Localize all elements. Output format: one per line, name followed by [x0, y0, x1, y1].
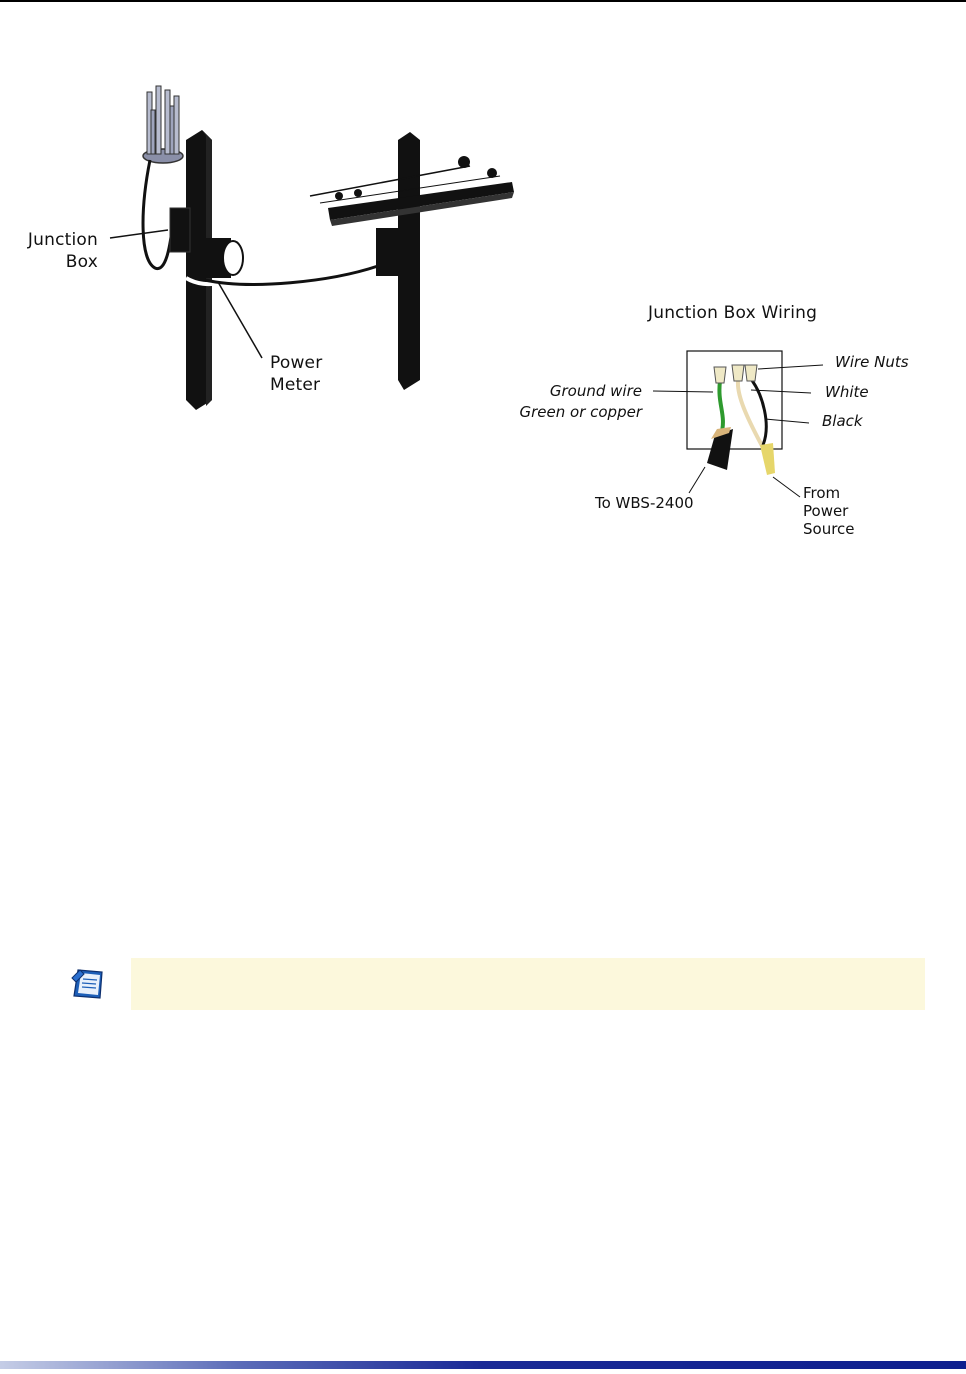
- from-power-source-line3: Source: [803, 520, 855, 538]
- from-power-source-label: [803, 484, 855, 538]
- black-wire-label: Black: [822, 412, 863, 430]
- power-meter-label: [270, 352, 322, 396]
- wire-nuts-label: Wire Nuts: [835, 353, 909, 371]
- white-wire-label: White: [825, 383, 869, 401]
- note-pad-icon: [70, 966, 106, 1000]
- junction-box-label-line2: Box: [65, 252, 98, 272]
- antenna-icon: [143, 86, 183, 163]
- wire-nut-icon: [714, 365, 757, 383]
- power-meter-label-line2: Meter: [270, 375, 321, 395]
- footer-bar: [0, 1361, 966, 1369]
- note-box: [131, 958, 925, 1010]
- from-power-source-line2: Power: [803, 502, 849, 520]
- to-device-label: To WBS-2400: [595, 494, 694, 512]
- from-power-source-line1: From: [803, 484, 841, 502]
- ground-wire-label: Ground wire: [549, 382, 642, 400]
- header-rule: [0, 0, 966, 2]
- power-meter-label-line1: Power: [270, 353, 323, 373]
- wiring-diagram-title: Junction Box Wiring: [648, 303, 818, 323]
- junction-box-label: [18, 229, 98, 273]
- junction-box-label-line1: Junction: [27, 230, 98, 250]
- green-or-copper-label: Green or copper: [519, 403, 642, 421]
